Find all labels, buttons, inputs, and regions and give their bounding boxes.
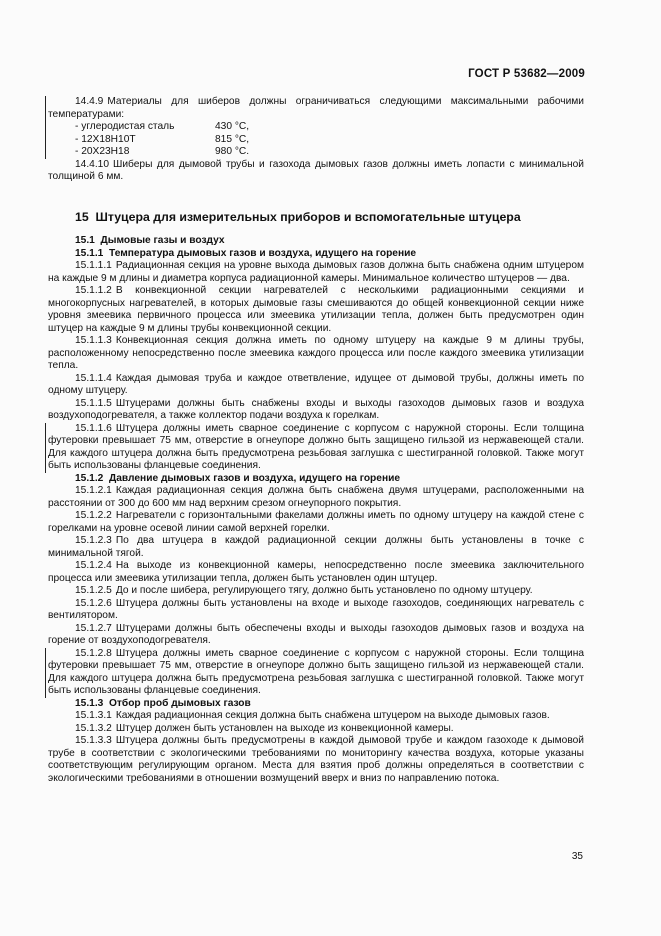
document-body [48,96,584,785]
material-temp: 815 °C, [215,133,250,145]
paragraph-15-1-2-7 [48,623,584,648]
paragraph-15-1-2-4 [48,560,584,585]
paragraph-15-1-2-5 [48,585,584,598]
paragraph-text: Штуцера должны иметь сварное соединение с корпусом с наружной стороны. Если толщина футеровки превышает 75 мм, отверстие в огнеупоре должно быть защищено гильзой из нержавеющей стали. Для каждого штуцера должна быть предусмотрена резьбовая заглушка с шестигранной головкой. Также могут быть использованы фланцевые соединения. [48,647,584,696]
material-temp: 430 °C, [215,121,250,132]
paragraph-15-1-1-4 [48,373,584,398]
paragraph-15-1-1-1 [48,260,584,285]
paragraph-text: Материалы для шиберов должны ограничиваться следующими максимальными рабочими температурами: [48,96,584,120]
paragraph-number: 14.4.9 [75,96,104,107]
paragraph-text: На выходе из конвекционной камеры, непосредственно после змеевика заключительного процесса или змеевика утилизации тепла, должен быть установлен один штуцер. [48,560,584,584]
paragraph-text: В конвекционной секции нагревателей с несколькими радиационными секциями и многокорпусных нагревателей, в которых дымовые газы смешиваются до общей конвекционной секции ниже уровня змеевика первичного процесса или змеевика утилизации тепла, должен быть предусмотрен один штуцер на каждые 9 м длины трубы конвекционной секции. [48,285,584,334]
subsection-title: Дымовые газы и воздух [100,235,225,246]
material-row [48,121,584,134]
paragraph-number: 15.1.2.6 [75,597,112,609]
paragraph-text: Нагреватели с горизонтальными факелами должны иметь по одному штуцеру на каждой стене с горелками на уровне осевой линии самой верхней горелки. [48,510,584,534]
paragraph-15-1-2-8 [45,648,584,698]
paragraph-number: 14.4.10 [75,158,109,170]
paragraph-number: 15.1.1.1 [75,260,112,271]
section-number: 15 [75,209,89,224]
paragraph-text: Каждая радиационная секция должна быть снабжена двумя штуцерами, расположенными на расстоянии от 300 до 600 мм над верхним срезом огнеупорного покрытия. [48,485,584,509]
subsection-title: Давление дымовых газов и воздуха, идущего на горение [109,472,401,484]
document-code-header: ГОСТ Р 53682—2009 [468,68,585,80]
materials-list [45,121,584,159]
paragraph-15-1-1-3 [48,335,584,373]
paragraph-number: 15.1.2.7 [75,622,112,634]
paragraph-text: Штуцера должны быть установлены на входе и выходе газоходов, соединяющих нагреватель с вентилятором. [48,597,584,621]
material-row [48,146,584,159]
subsection-15-1-2-heading [48,473,584,486]
paragraph-text: Каждая дымовая труба и каждое ответвление, идущее от дымовой трубы, должны иметь по одному штуцеру. [48,372,584,396]
subsection-title: Отбор проб дымовых газов [109,697,251,709]
paragraph-14-4-9 [45,96,584,121]
paragraph-text: Штуцерами должны быть снабжены входы и выходы газоходов дымовых газов и воздуха воздухоподогревателя, а также коллектор подачи воздуха к горелкам. [48,397,584,421]
paragraph-text: Штуцерами должны быть обеспечены входы и выходы газоходов дымовых газов и воздуха на горение от воздухоподогревателя. [48,622,584,646]
page-number: 35 [571,851,583,862]
material-name: - углеродистая сталь [75,121,175,132]
paragraph-number: 15.1.3.3 [75,735,112,746]
paragraph-15-1-3-2 [48,723,584,736]
paragraph-text: Радиационная секция на уровне выхода дымовых газов должна быть снабжена одним штуцером на каждые 9 м длины и диаметра корпуса радиационной камеры. Минимальное количество штуцеров — два. [48,260,584,284]
paragraph-text: Шиберы для дымовой трубы и газохода дымовых газов должны иметь лопасти с минимальной толщиной 6 мм. [48,158,584,182]
paragraph-15-1-3-3 [48,735,584,785]
paragraph-15-1-1-5 [48,398,584,423]
paragraph-text: До и после шибера, регулирующего тягу, должно быть установлено по одному штуцеру. [115,585,533,596]
paragraph-number: 15.1.2.3 [75,535,112,546]
subsection-15-1-3-heading [48,698,584,711]
paragraph-number: 15.1.1.4 [75,372,112,384]
paragraph-number: 15.1.2.8 [75,647,112,659]
paragraph-text: Конвекционная секция должна иметь по одному штуцеру на каждые 9 м длины трубы, расположенному непосредственно после змеевика каждого процесса или после каждого змеевика утилизации тепла. [48,335,584,371]
paragraph-number: 15.1.1.6 [75,422,112,434]
paragraph-number: 15.1.2.5 [75,585,112,596]
subsection-number: 15.1.1 [75,247,104,259]
subsection-title: Температура дымовых газов и воздуха, идущего на горение [109,247,417,259]
subsection-15-1-1-heading [48,248,584,261]
paragraph-number: 15.1.1.2 [75,285,112,296]
paragraph-number: 15.1.3.1 [75,710,112,721]
paragraph-15-1-2-6 [48,598,584,623]
subsection-number: 15.1 [75,235,95,246]
paragraph-number: 15.1.1.3 [75,335,112,346]
subsection-number: 15.1.2 [75,472,104,484]
paragraph-15-1-3-1 [48,710,584,723]
paragraph-text: По два штуцера в каждой радиационной секции должны быть установлены в точке с минимальной тягой. [48,535,584,559]
paragraph-14-4-10 [48,159,584,184]
material-temp: 980 °C. [215,146,250,157]
paragraph-number: 15.1.2.2 [75,510,112,521]
paragraph-number: 15.1.2.1 [75,485,112,496]
paragraph-text: Штуцера должны иметь сварное соединение с корпусом с наружной стороны. Если толщина футеровки превышает 75 мм, отверстие в огнеупоре должно быть защищено гильзой из нержавеющей стали. Для каждого штуцера должна быть предусмотрена резьбовая заглушка с шестигранной головкой. Также могут быть использованы фланцевые соединения. [48,422,584,471]
material-name: - 20Х23Н18 [75,146,130,157]
section-15-title [48,211,584,224]
subsection-number: 15.1.3 [75,697,104,709]
subsection-15-1-heading [48,235,584,248]
material-name: - 12Х18Н10Т [75,133,136,145]
paragraph-number: 15.1.1.5 [75,397,112,409]
paragraph-15-1-1-2 [48,285,584,335]
paragraph-15-1-1-6 [45,423,584,473]
section-title-text: Штуцера для измерительных приборов и вспомогательные штуцера [95,209,521,224]
paragraph-number: 15.1.3.2 [75,722,112,734]
paragraph-15-1-2-3 [48,535,584,560]
paragraph-number: 15.1.2.4 [75,560,112,571]
paragraph-15-1-2-1 [48,485,584,510]
paragraph-text: Штуцер должен быть установлен на выходе из конвекционной камеры. [115,722,454,734]
material-row [48,134,584,147]
paragraph-15-1-2-2 [48,510,584,535]
paragraph-text: Штуцера должны быть предусмотрены в каждой дымовой трубе и каждом газоходе к дымовой трубе в соответствии с экологическими требованиями по мониторингу качества воздуха, которые указаны соответствующим регулирующим органом. Места для взятия проб должны определяться в соответствии с экологическими требованиями в отношении возмущений вверх и вниз по направлению потока. [48,735,584,784]
paragraph-text: Каждая радиационная секция должна быть снабжена штуцером на выходе дымовых газов. [115,710,550,721]
